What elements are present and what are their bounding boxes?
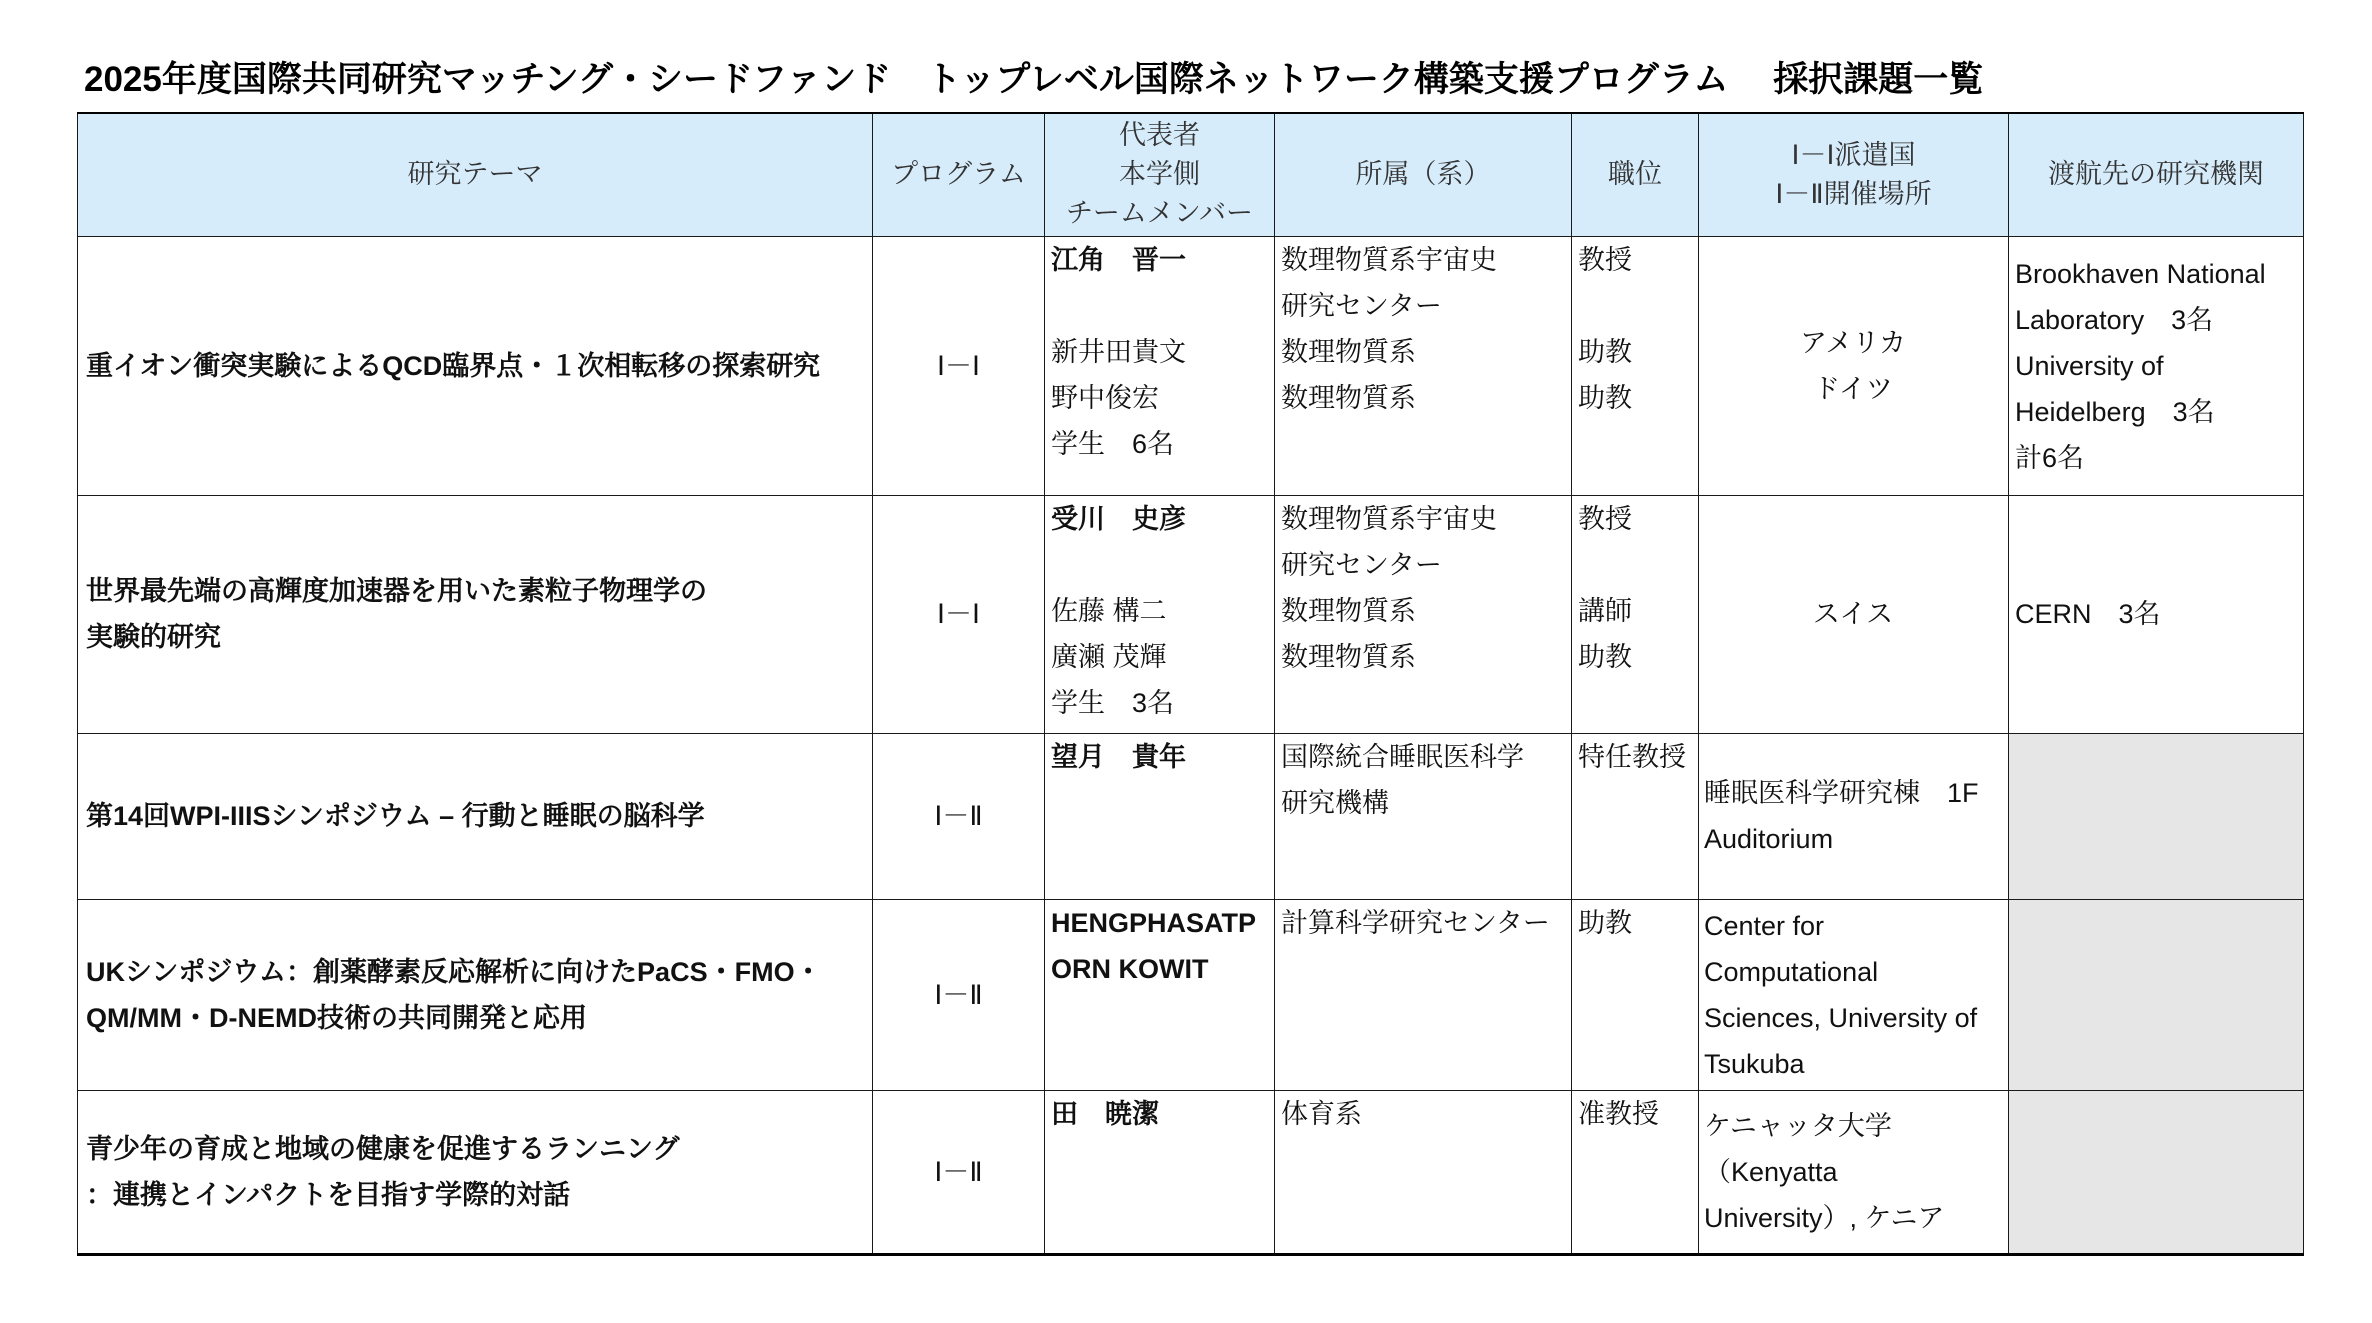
- members-line: 廣瀬 茂輝: [1051, 641, 1167, 672]
- affiliation-line: 数理物質系宇宙史: [1281, 503, 1497, 534]
- position-line: 教授: [1578, 244, 1632, 275]
- position-cell: [1572, 236, 1699, 495]
- position-cell: [1572, 1090, 1699, 1254]
- header-members: [1045, 113, 1275, 236]
- affiliation-line: 数理物質系宇宙史: [1281, 244, 1497, 275]
- header-label: プログラム: [891, 159, 1026, 190]
- institution-line: 計6名: [2015, 442, 2085, 473]
- representative-name: 望月 貴年: [1051, 741, 1186, 772]
- destination-line: Computational: [1704, 956, 1879, 987]
- header-position: [1572, 113, 1699, 236]
- destination-line: University）, ケニア: [1704, 1202, 1945, 1233]
- header-row: [78, 113, 2304, 236]
- members-cell: [1045, 899, 1275, 1090]
- program-line: Ⅰ－Ⅰ: [937, 350, 980, 381]
- affiliation-line: 研究センター: [1281, 290, 1442, 321]
- representative-name: 江角 晋一: [1051, 244, 1186, 275]
- institution-cell: [2009, 1090, 2304, 1254]
- header-label: Ⅰ－Ⅰ派遣国: [1791, 139, 1916, 170]
- header-label: 職位: [1608, 159, 1662, 190]
- destination-cell: [1699, 733, 2009, 899]
- theme-cell: [78, 495, 873, 733]
- destination-cell: [1699, 1090, 2009, 1254]
- institution-cell: [2009, 899, 2304, 1090]
- position-line: 助教: [1578, 907, 1632, 938]
- position-cell: [1572, 733, 1699, 899]
- header-label: Ⅰ－Ⅱ開催場所: [1775, 178, 1932, 209]
- institution-cell: [2009, 495, 2304, 733]
- affiliation-cell: [1275, 733, 1572, 899]
- destination-cell: [1699, 899, 2009, 1090]
- affiliation-line: 体育系: [1281, 1098, 1362, 1129]
- program-cell: [873, 236, 1045, 495]
- affiliation-cell: [1275, 1090, 1572, 1254]
- members-line: [1051, 542, 1268, 588]
- members-line: 新井田貴文: [1051, 336, 1186, 367]
- program-cell: [873, 1090, 1045, 1254]
- destination-line: Center for: [1704, 910, 1825, 941]
- header-label: 渡航先の研究機関: [2048, 159, 2264, 190]
- destination-line: Sciences, University of: [1704, 1002, 1978, 1033]
- affiliation-line: 国際統合睡眠医科学: [1281, 741, 1524, 772]
- position-line: 教授: [1578, 503, 1632, 534]
- theme-line: UKシンポジウム：創薬酵素反応解析に向けたPaCS・FMO・: [86, 956, 822, 987]
- members-line: [1051, 283, 1268, 329]
- destination-cell: [1699, 236, 2009, 495]
- theme-line: 実験的研究: [86, 622, 221, 652]
- affiliation-line: 計算科学研究センター: [1281, 907, 1550, 938]
- destination-line: Tsukuba: [1704, 1048, 1805, 1079]
- representative-name: 田 暁潔: [1051, 1098, 1159, 1129]
- members-line: 学生 6名: [1051, 428, 1175, 459]
- affiliation-cell: [1275, 899, 1572, 1090]
- theme-line: 重イオン衝突実験によるQCD臨界点・１次相転移の探索研究: [86, 350, 821, 381]
- members-cell: [1045, 1090, 1275, 1254]
- table-body: [78, 236, 2304, 1254]
- position-cell: [1572, 495, 1699, 733]
- theme-line: 青少年の育成と地域の健康を促進するランニング: [86, 1133, 680, 1164]
- program-line: Ⅰ－Ⅱ: [934, 979, 983, 1010]
- destination-line: 睡眠医科学研究棟 1F: [1704, 778, 1979, 808]
- position-line: [1578, 542, 1692, 588]
- page-title: 2025年度国際共同研究マッチング・シードファンド トップレベル国際ネットワーク構築支援プログラム 採択課題一覧: [84, 60, 1984, 99]
- members-line: 野中俊宏: [1051, 382, 1159, 413]
- affiliation-line: 数理物質系: [1281, 595, 1416, 626]
- members-line: 佐藤 構二: [1051, 595, 1167, 626]
- header-program: [873, 113, 1045, 236]
- header-destination: [1699, 113, 2009, 236]
- header-label: 研究テーマ: [407, 159, 543, 190]
- theme-line: QM/MM・D-NEMD技術の共同開発と応用: [86, 1002, 587, 1033]
- table-row: [78, 1090, 2304, 1254]
- program-line: Ⅰ－Ⅰ: [937, 599, 980, 629]
- affiliation-line: 数理物質系: [1281, 336, 1416, 367]
- position-line: 講師: [1578, 595, 1632, 626]
- position-line: 助教: [1578, 641, 1632, 672]
- theme-line: ：連携とインパクトを目指す学際的対話: [86, 1179, 571, 1210]
- program-line: Ⅰ－Ⅱ: [934, 1156, 983, 1187]
- position-line: [1578, 283, 1692, 329]
- institution-cell: [2009, 733, 2304, 899]
- position-line: 特任教授: [1578, 741, 1686, 772]
- table-row: [78, 899, 2304, 1090]
- destination-line: Auditorium: [1704, 824, 1834, 854]
- institution-line: Brookhaven National: [2015, 258, 2266, 289]
- table-row: [78, 236, 2304, 495]
- representative-name: 受川 史彦: [1051, 503, 1186, 534]
- destination-line: スイス: [1812, 599, 1894, 629]
- header-institution: [2009, 113, 2304, 236]
- affiliation-line: 数理物質系: [1281, 382, 1416, 413]
- destination-line: アメリカ: [1799, 327, 1907, 358]
- destination-line: ドイツ: [1813, 373, 1893, 404]
- position-cell: [1572, 899, 1699, 1090]
- program-cell: [873, 733, 1045, 899]
- members-cell: [1045, 733, 1275, 899]
- table-header: [78, 113, 2304, 236]
- institution-cell: [2009, 236, 2304, 495]
- header-label: 所属（系）: [1355, 159, 1491, 190]
- theme-cell: [78, 1090, 873, 1254]
- institution-line: Laboratory 3名: [2015, 304, 2214, 335]
- theme-line: 世界最先端の高輝度加速器を用いた素粒子物理学の: [86, 576, 707, 606]
- members-line: 学生 3名: [1051, 687, 1175, 718]
- institution-line: Heidelberg 3名: [2015, 396, 2215, 427]
- program-cell: [873, 495, 1045, 733]
- affiliation-cell: [1275, 236, 1572, 495]
- theme-line: 第14回WPI-IIISシンポジウム – 行動と睡眠の脳科学: [86, 801, 705, 831]
- program-cell: [873, 899, 1045, 1090]
- destination-cell: [1699, 495, 2009, 733]
- position-line: 助教: [1578, 336, 1632, 367]
- selected-projects-table: [77, 112, 2304, 1256]
- header-research-theme: [78, 113, 873, 236]
- members-cell: [1045, 495, 1275, 733]
- theme-cell: [78, 236, 873, 495]
- institution-line: University of: [2015, 350, 2164, 381]
- theme-cell: [78, 899, 873, 1090]
- position-line: 助教: [1578, 382, 1632, 413]
- destination-line: ケニャッタ大学: [1704, 1110, 1892, 1141]
- header-label: 代表者: [1119, 120, 1200, 151]
- position-line: 准教授: [1578, 1098, 1659, 1129]
- affiliation-line: 研究機構: [1281, 787, 1389, 818]
- affiliation-line: 数理物質系: [1281, 641, 1416, 672]
- affiliation-line: 研究センター: [1281, 549, 1442, 580]
- members-cell: [1045, 236, 1275, 495]
- institution-line: CERN 3名: [2015, 599, 2161, 629]
- header-affiliation: [1275, 113, 1572, 236]
- destination-line: （Kenyatta: [1704, 1156, 1838, 1187]
- affiliation-cell: [1275, 495, 1572, 733]
- theme-cell: [78, 733, 873, 899]
- header-label: 本学側: [1119, 159, 1200, 190]
- program-line: Ⅰ－Ⅱ: [934, 801, 983, 831]
- table-row: [78, 733, 2304, 899]
- table-row: [78, 495, 2304, 733]
- header-label: チームメンバー: [1065, 198, 1254, 229]
- representative-name: HENGPHASATPORN KOWIT: [1051, 907, 1257, 984]
